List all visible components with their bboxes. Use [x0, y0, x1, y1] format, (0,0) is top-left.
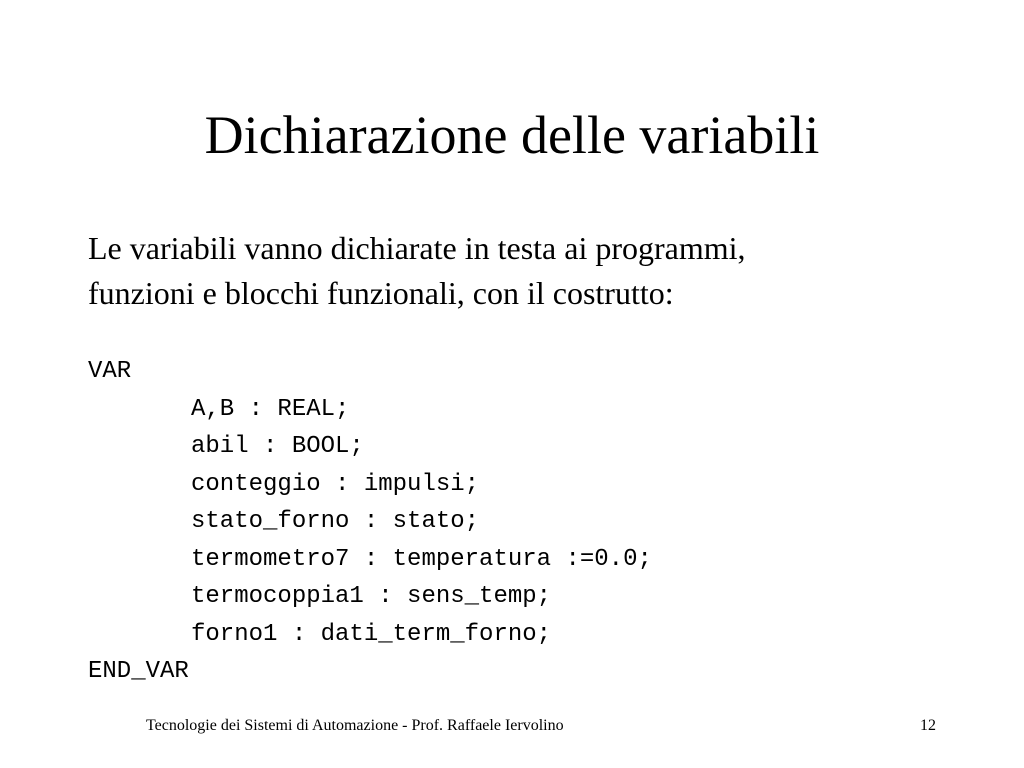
code-declaration: termocoppia1 : sens_temp;: [191, 583, 552, 610]
page-number: 12: [920, 717, 936, 734]
code-keyword-end-var: END_VAR: [88, 658, 189, 685]
code-declaration: stato_forno : stato;: [191, 508, 480, 535]
body-line: funzioni e blocchi funzionali, con il costrutto:: [88, 275, 674, 311]
code-declaration: conteggio : impulsi;: [191, 470, 480, 498]
code-declaration: A,B : REAL;: [191, 395, 350, 423]
code-declaration: abil : BOOL;: [191, 433, 364, 460]
slide-footer: Tecnologie dei Sistemi di Automazione - Prof. Raffaele Iervolino: [146, 717, 564, 734]
slide-title: Dichiarazione delle variabili: [204, 105, 820, 165]
body-paragraph: [88, 226, 988, 316]
code-keyword-var: VAR: [88, 358, 132, 385]
body-line: Le variabili vanno dichiarate in testa ai programmi,: [88, 230, 746, 266]
code-declaration: forno1 : dati_term_forno;: [191, 620, 552, 648]
code-declaration: termometro7 : temperatura :=0.0;: [191, 545, 652, 573]
